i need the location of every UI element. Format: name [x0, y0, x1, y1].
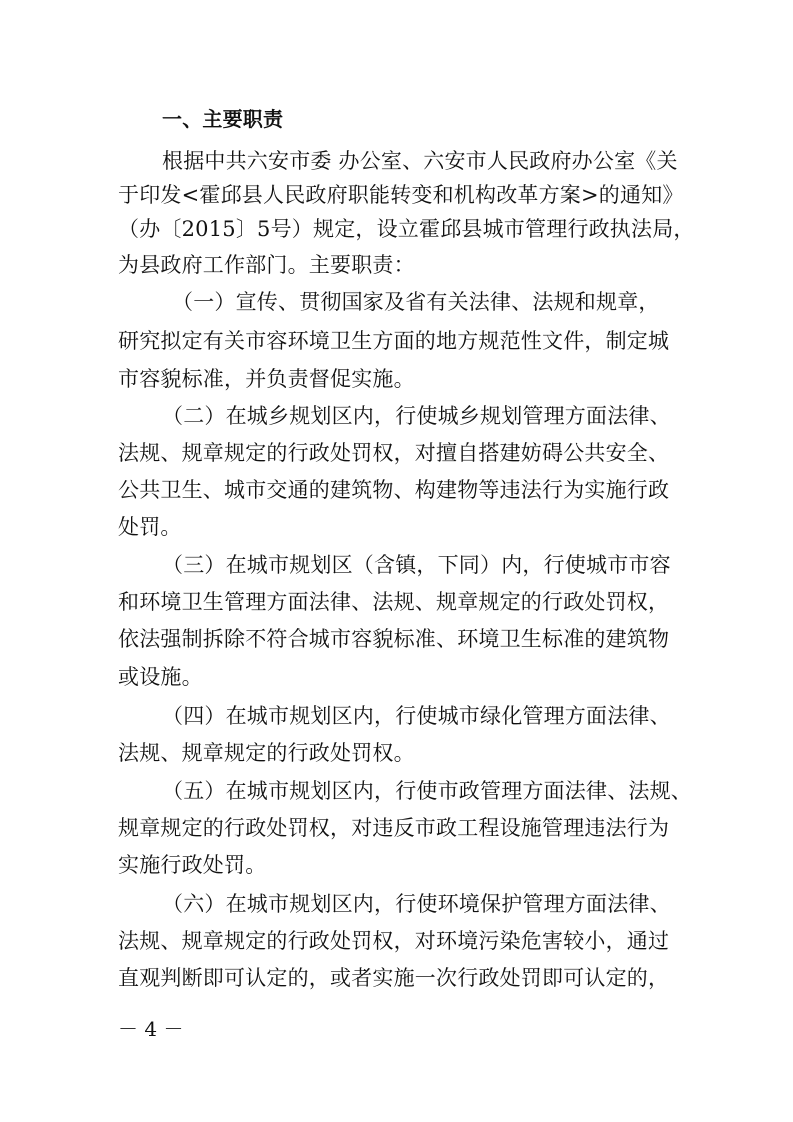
paragraph-line: 研究拟定有关市容环境卫生方面的地方规范性文件，制定城 [118, 329, 670, 353]
paragraph-line: （四）在城市规划区内，行使城市绿化管理方面法律、 [162, 704, 671, 728]
paragraph-line: 处罚。 [118, 515, 182, 539]
section-heading: 一、主要职责 [162, 107, 284, 131]
paragraph-line: 和环境卫生管理方面法律、法规、规章规定的行政处罚权， [118, 590, 670, 614]
paragraph-line: （一）宣传、贯彻国家及省有关法律、法规和规章， [172, 290, 660, 314]
paragraph-line: 市容貌标准，并负责督促实施。 [118, 367, 415, 391]
paragraph-line: 实施行政处罚。 [118, 853, 267, 877]
paragraph-line: 根据中共六安市委 办公室、六安市人民政府办公室《关 [162, 149, 678, 173]
paragraph-line: 或设施。 [118, 665, 203, 689]
paragraph-line: （五）在城市规划区内，行使市政管理方面法律、法规、 [162, 779, 692, 803]
paragraph-line: 法规、规章规定的行政处罚权，对环境污染危害较小，通过 [118, 929, 670, 953]
paragraph-line: 法规、规章规定的行政处罚权，对擅自搭建妨碍公共安全、 [118, 441, 670, 465]
paragraph-line: 法规、规章规定的行政处罚权。 [118, 741, 415, 765]
paragraph-line: 为县政府工作部门。主要职责： [118, 253, 415, 277]
paragraph-line: （办〔2015〕5号）规定，设立霍邱县城市管理行政执法局， [118, 217, 695, 241]
paragraph-line: 于印发<霍邱县人民政府职能转变和机构改革方案>的通知》 [118, 183, 684, 207]
paragraph-line: （六）在城市规划区内，行使环境保护管理方面法律、 [162, 892, 671, 916]
paragraph-line: （二）在城乡规划区内，行使城乡规划管理方面法律、 [162, 404, 671, 428]
page-number: － 4 － [118, 1017, 184, 1041]
paragraph-line: 直观判断即可认定的，或者实施一次行政处罚即可认定的， [118, 966, 670, 990]
paragraph-line: 依法强制拆除不符合城市容貌标准、环境卫生标准的建筑物 [118, 627, 670, 651]
paragraph-line: 规章规定的行政处罚权，对违反市政工程设施管理违法行为 [118, 816, 670, 840]
paragraph-line: （三）在城市规划区（含镇，下同）内，行使城市市容 [162, 553, 671, 577]
paragraph-line: 公共卫生、城市交通的建筑物、构建物等违法行为实施行政 [118, 478, 670, 502]
